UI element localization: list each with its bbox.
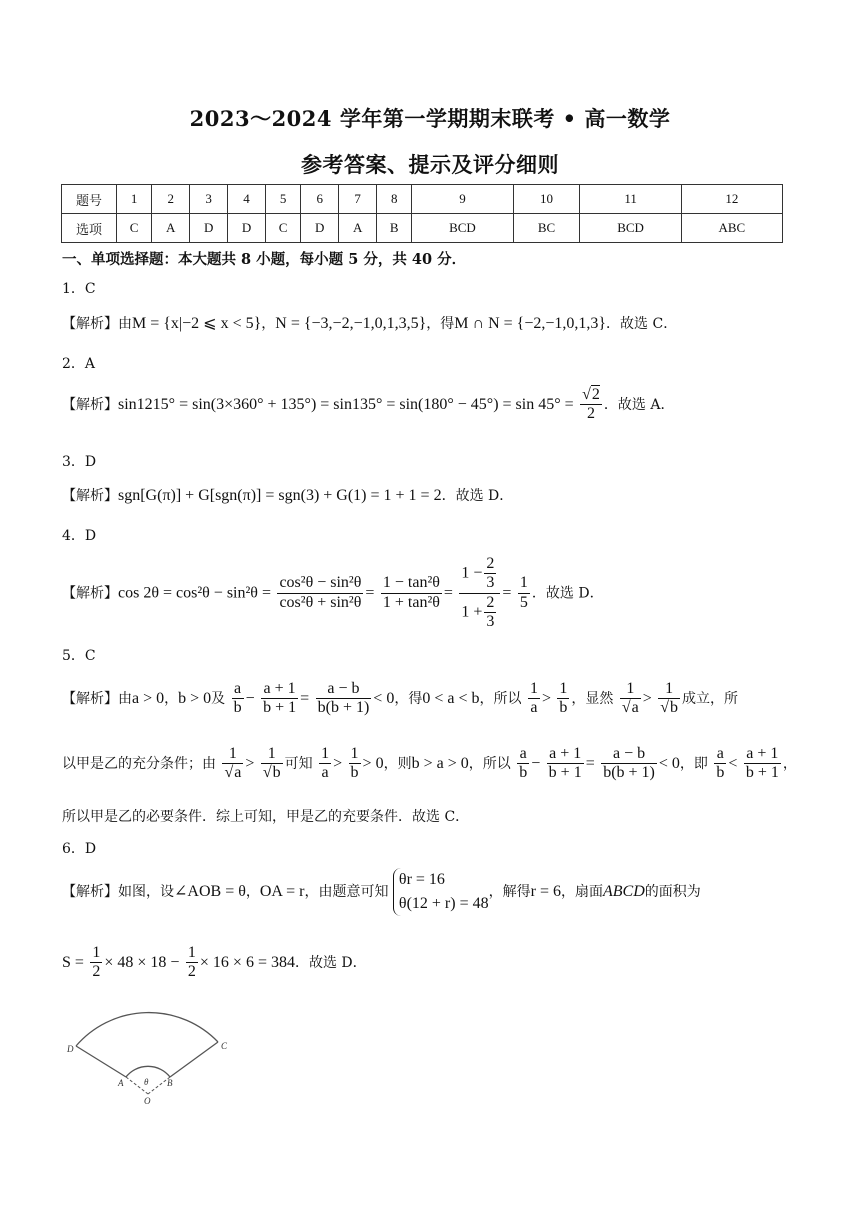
fraction-numerator: 2 <box>484 594 496 613</box>
table-cell: 8 <box>377 185 412 214</box>
fraction-denominator: a <box>530 699 538 717</box>
table-cell: 6 <box>301 185 339 214</box>
table-cell: 1 <box>117 185 152 214</box>
math-expression: sin1215° = sin(3×360° + 135°) = sin135° = sin(180° − 45°) = sin 45° = <box>118 395 574 413</box>
outer-arc <box>76 1013 218 1046</box>
fraction-numerator: a <box>714 745 726 764</box>
table-cell: A <box>152 214 190 243</box>
text: 由 <box>118 316 132 332</box>
section-heading: 一、单项选择题：本大题共 8 小题，每小题 5 分，共 40 分． <box>62 251 467 268</box>
math: ∠AOB = θ <box>174 883 246 900</box>
label-a: A <box>118 1078 124 1088</box>
table-cell: BCD <box>412 214 513 243</box>
text: ， <box>261 316 276 332</box>
fraction-numerator: 1 <box>349 745 361 764</box>
math: 0 < a < b <box>422 689 480 707</box>
fraction-numerator: 1 <box>620 680 641 699</box>
text: ．故选 C． <box>606 316 678 332</box>
jiexi-label: 【解析】 <box>62 396 118 413</box>
table-cell: 11 <box>580 185 681 214</box>
fraction-denominator <box>459 594 500 632</box>
math-expression: sgn[G(π)] + G[sgn(π)] = sgn(3) + G(1) = 1 + 1 = 2 <box>118 487 442 504</box>
table-cell: 9 <box>412 185 513 214</box>
edge-da <box>76 1046 126 1077</box>
table-cell: ABC <box>681 214 782 243</box>
label-d: D <box>67 1044 74 1054</box>
text: ，由题意可知 <box>304 884 389 900</box>
fraction-numerator: a − b <box>316 680 372 699</box>
fraction-denominator: 3 <box>486 574 495 592</box>
operator: < <box>728 754 738 772</box>
answer-table-option-row <box>62 214 783 243</box>
math: b > a > 0 <box>411 754 469 772</box>
table-cell: D <box>190 214 228 243</box>
q2-explanation <box>62 386 674 424</box>
fraction <box>517 745 529 783</box>
fraction <box>186 944 198 982</box>
math: ABCD <box>602 883 645 900</box>
fraction-numerator: a <box>517 745 529 764</box>
q1-explanation <box>62 313 677 335</box>
fraction-denominator: b <box>350 764 359 782</box>
table-cell: D <box>301 214 339 243</box>
fraction-denominator: 1 + tan²θ <box>382 593 440 611</box>
math-expression: cos 2θ = cos²θ − sin²θ = <box>118 584 271 602</box>
q3-answer: 3．D <box>62 454 97 470</box>
operator: > <box>245 754 255 772</box>
text: ．故选 D． <box>441 488 514 504</box>
jiexi-label: 【解析】 <box>62 316 118 332</box>
equation: θ(12 + r) = 48 <box>398 895 489 912</box>
fraction <box>557 680 569 718</box>
math: × 16 × 6 = 384 <box>199 953 295 971</box>
fraction-numerator: a <box>232 680 244 699</box>
operator: > <box>541 689 551 707</box>
sector-figure <box>66 1002 236 1106</box>
text: ．故选 D． <box>294 954 367 971</box>
label-c: C <box>221 1041 228 1051</box>
equals: = <box>585 754 595 772</box>
fraction <box>518 574 530 612</box>
text: ，解得 <box>488 884 531 900</box>
fraction <box>349 745 361 783</box>
text: 可知 <box>284 755 313 772</box>
fraction <box>316 680 372 718</box>
row-head-number: 题号 <box>62 185 117 214</box>
text: 1 + <box>461 603 483 621</box>
fraction-numerator <box>459 555 500 594</box>
text: 如图，设 <box>118 884 174 900</box>
text: 由 <box>118 690 132 707</box>
q6-answer: 6．D <box>62 841 97 857</box>
fraction-denominator: √b <box>660 699 679 717</box>
equals: = <box>365 584 375 602</box>
equation-system <box>393 868 489 916</box>
q5-answer: 5．C <box>62 648 96 664</box>
q5-explanation-line1 <box>62 680 738 718</box>
fraction-numerator: 1 <box>90 944 102 963</box>
table-cell: 12 <box>681 185 782 214</box>
table-cell: BC <box>513 214 580 243</box>
fraction <box>277 574 363 612</box>
jiexi-label: 【解析】 <box>62 488 118 504</box>
fraction <box>381 574 442 612</box>
table-cell: 5 <box>266 185 301 214</box>
text: ，显然 <box>571 690 614 707</box>
fraction-denominator: a <box>321 764 329 782</box>
fraction-denominator: b + 1 <box>548 764 582 782</box>
fraction <box>658 680 680 718</box>
text: ．故选 D． <box>531 585 604 602</box>
edge-cb <box>170 1042 218 1077</box>
fraction <box>261 745 283 783</box>
fraction-denominator: √a <box>224 764 242 782</box>
table-cell: C <box>266 214 301 243</box>
fraction-denominator: b(b + 1) <box>317 699 370 717</box>
q3-explanation <box>62 485 513 507</box>
text: ，即 <box>679 755 708 772</box>
fraction-denominator: √b <box>262 764 281 782</box>
fraction-numerator: cos²θ − sin²θ <box>277 574 363 593</box>
row-head-option: 选项 <box>62 214 117 243</box>
table-cell: 7 <box>339 185 377 214</box>
fraction <box>744 745 781 783</box>
fraction-denominator: 5 <box>519 593 528 611</box>
fraction <box>547 745 584 783</box>
label-theta: θ <box>144 1077 149 1087</box>
fraction-numerator: 1 <box>222 745 243 764</box>
fraction-denominator: b <box>716 764 725 782</box>
fraction-numerator: 1 <box>186 944 198 963</box>
q5-explanation-line2 <box>62 745 797 783</box>
math: < 0 <box>658 754 680 772</box>
q4-explanation <box>62 555 604 632</box>
math: < 0 <box>373 689 395 707</box>
fraction-numerator: 1 − tan²θ <box>381 574 442 593</box>
math: b > 0 <box>178 689 212 707</box>
text: 的面积为 <box>644 884 701 900</box>
jiexi-label: 【解析】 <box>62 884 118 900</box>
text: ，则 <box>383 755 412 772</box>
fraction <box>580 386 602 424</box>
math: > 0 <box>362 754 384 772</box>
text: 1 − <box>461 564 483 582</box>
fraction <box>222 745 243 783</box>
fraction <box>90 944 102 982</box>
text: ， <box>164 690 179 707</box>
fraction-denominator: b <box>519 764 528 782</box>
fraction-numerator: a − b <box>601 745 657 764</box>
page-title: 2023～2024 学年第一学期期末联考 • 高一数学 <box>189 106 671 131</box>
math-set-m: M = {x|−2 ⩽ x < 5} <box>132 315 262 332</box>
fraction-denominator: 2 <box>92 963 101 981</box>
table-cell: A <box>339 214 377 243</box>
math: S = <box>62 953 84 971</box>
text: ，得 <box>394 690 423 707</box>
table-cell: 4 <box>228 185 266 214</box>
math: OA = r <box>259 883 305 900</box>
text: ， <box>245 884 260 900</box>
math-intersection: M ∩ N = {−2,−1,0,1,3} <box>454 315 607 332</box>
fraction <box>261 680 298 718</box>
table-cell: 2 <box>152 185 190 214</box>
q6-explanation-line1 <box>62 868 701 916</box>
text: ， <box>782 755 797 772</box>
compound-fraction <box>459 555 500 632</box>
fraction-denominator: cos²θ + sin²θ <box>279 593 362 611</box>
fraction <box>484 555 496 593</box>
math: a > 0 <box>132 689 165 707</box>
fraction-denominator: 3 <box>486 613 495 631</box>
fraction <box>714 745 726 783</box>
text: ，得 <box>426 316 455 332</box>
fraction-numerator: 1 <box>261 745 283 764</box>
math: r = 6 <box>530 883 561 900</box>
q2-answer: 2．A <box>62 356 96 372</box>
equals: = <box>443 584 453 602</box>
fraction <box>528 680 540 718</box>
text: ，所以 <box>468 755 511 772</box>
label-o: O <box>144 1096 151 1106</box>
text: 以甲是乙的充分条件；由 <box>62 755 216 772</box>
fraction-numerator: 1 <box>319 745 331 764</box>
text: ，所以 <box>479 690 522 707</box>
text: ．故选 A． <box>603 396 675 413</box>
jiexi-label: 【解析】 <box>62 585 118 602</box>
fraction-numerator: 1 <box>528 680 540 699</box>
answer-table <box>61 184 783 243</box>
inner-arc <box>126 1066 170 1077</box>
q1-answer: 1．C <box>62 281 96 297</box>
table-cell: B <box>377 214 412 243</box>
equation: θr = 16 <box>398 871 445 888</box>
table-cell: D <box>228 214 266 243</box>
text: 成立，所 <box>682 690 739 707</box>
fraction-denominator: 2 <box>587 405 595 423</box>
fraction-numerator: 1 <box>557 680 569 699</box>
fraction-numerator: 1 <box>518 574 530 593</box>
fraction <box>601 745 657 783</box>
operator: − <box>245 689 255 707</box>
fraction-numerator: √2 <box>580 386 602 405</box>
fraction-denominator: b <box>233 699 242 717</box>
fraction <box>484 594 496 632</box>
page-subtitle: 参考答案、提示及评分细则 <box>301 152 559 177</box>
fraction-denominator: b + 1 <box>263 699 297 717</box>
table-cell: C <box>117 214 152 243</box>
fraction <box>319 745 331 783</box>
fraction-denominator: b + 1 <box>745 764 779 782</box>
math-set-n: N = {−3,−2,−1,0,1,3,5} <box>275 315 427 332</box>
q4-answer: 4．D <box>62 528 97 544</box>
fraction-numerator: 1 <box>658 680 680 699</box>
fraction-denominator: 2 <box>187 963 196 981</box>
fraction-numerator: a + 1 <box>744 745 781 764</box>
operator: > <box>642 689 652 707</box>
fraction-numerator: 2 <box>484 555 496 574</box>
equals: = <box>300 689 310 707</box>
fraction <box>620 680 641 718</box>
q6-explanation-line2 <box>62 944 367 982</box>
text: ，扇面 <box>560 884 603 900</box>
q5-explanation-line3: 所以甲是乙的必要条件．综上可知，甲是乙的充要条件．故选 C． <box>62 809 470 825</box>
fraction-numerator: a + 1 <box>261 680 298 699</box>
label-b: B <box>167 1078 173 1088</box>
fraction-denominator: b <box>559 699 568 717</box>
operator: − <box>531 754 541 772</box>
fraction-denominator: b(b + 1) <box>603 764 655 782</box>
table-cell: 10 <box>513 185 580 214</box>
fraction-numerator: a + 1 <box>547 745 584 764</box>
jiexi-label: 【解析】 <box>62 690 118 707</box>
equals: = <box>502 584 512 602</box>
table-cell: BCD <box>580 214 681 243</box>
math: × 48 × 18 − <box>104 953 180 971</box>
text: 及 <box>211 690 226 707</box>
fraction-denominator: √a <box>621 699 639 717</box>
table-cell: 3 <box>190 185 228 214</box>
answer-table-number-row <box>62 185 783 214</box>
fraction <box>232 680 244 718</box>
operator: > <box>333 754 343 772</box>
